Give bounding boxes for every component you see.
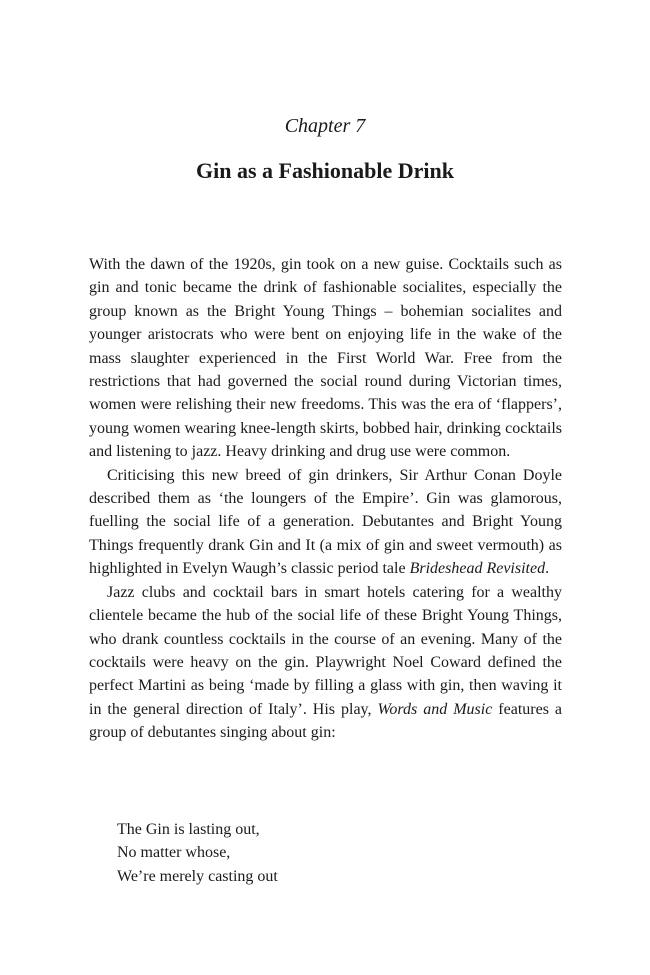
play-title-words-and-music: Words and Music [377,700,493,718]
chapter-title: Gin as a Fashionable Drink [196,158,454,183]
verse-block [117,818,278,888]
paragraph-3 [89,581,562,745]
verse-line-2: No matter whose, [117,844,231,862]
chapter-number: Chapter 7 [284,115,366,137]
paragraph-2 [89,464,562,581]
paragraph-2-text: Criticising this new breed of gin drinkers, Sir Arthur Conan Doyle described them as ‘the loungers of the Empire’. Gin was glamorous, fuelling the social life of a generation. Debutantes and Bright Young Things frequently drank Gin and It (a mix of gin and sweet vermouth) as highlighted in Evelyn Waugh’s classic period tale [89,466,562,578]
paragraph-3-end: features a group of debutantes singing about gin: [89,700,563,742]
verse-line-3: We’re merely casting out [117,867,278,885]
paragraph-3-text: Jazz clubs and cocktail bars in smart hotels catering for a wealthy clientele became the hub of the social life of these Bright Young Things, who drank countless cocktails in the course of an evening. Many of the cocktails were heavy on the gin. Playwright Noel Coward defined the perfect Martini as being ‘made by filling a glass with gin, then waving it in the general direction of Italy’. His play, [89,583,562,718]
paragraph-2-end: . [545,560,550,578]
body-text [89,253,562,745]
book-title-brideshead: Brideshead Revisited [409,560,546,578]
paragraph-1: With the dawn of the 1920s, gin took on a new guise. Cocktails such as gin and tonic became the drink of fashionable socialites, especially the group known as the Bright Young Things – bohemian socialites and younger aristocrats who were bent on enjoying life in the wake of the mass slaughter experienced in the First World War. Free from the restrictions that had governed the social round during Victorian times, women were relishing their new freedoms. This was the era of ‘flappers’, young women wearing knee-length skirts, bobbed hair, drinking cocktails and listening to jazz. Heavy drinking and drug use were common. [89,256,562,461]
verse-line-1: The Gin is lasting out, [117,821,260,838]
